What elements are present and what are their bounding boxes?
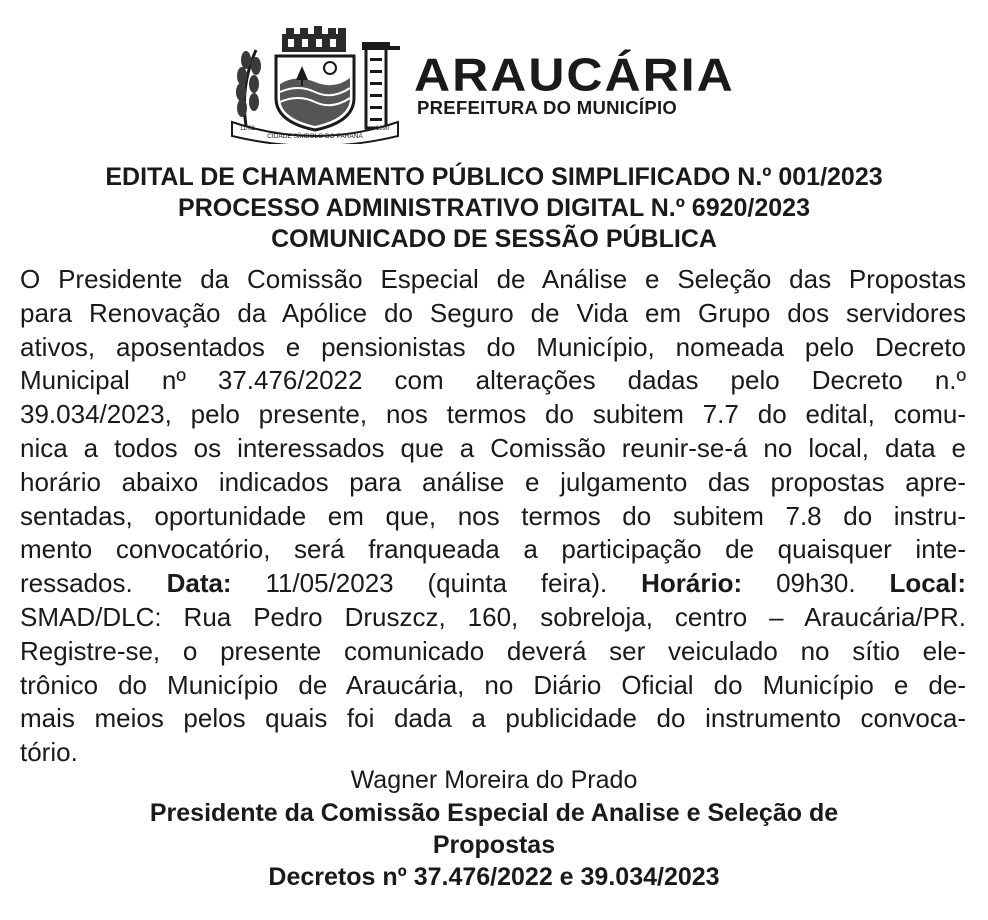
body-line: 39.034/2023, pelo presente, nos termos do subitem 7.7 do edital, comu- xyxy=(20,399,966,430)
crest-banner-text: CIDADE SÍMBOLO DO PARANÁ xyxy=(267,133,363,140)
date-value: 11/05/2023 (quinta feira). xyxy=(265,568,608,599)
signatory-role-line2: Propostas xyxy=(432,831,556,859)
document-header xyxy=(0,0,988,158)
session-details-line xyxy=(20,567,966,601)
process-title: PROCESSO ADMINISTRATIVO DIGITAL N.º 6920/2023 xyxy=(178,194,810,222)
body-line: tório. xyxy=(20,737,78,768)
body-line: sentadas, oportunidade em que, nos termos do subitem 7.8 do instru- xyxy=(20,500,966,531)
edital-title: EDITAL DE CHAMAMENTO PÚBLICO SIMPLIFICADO N.º 001/2023 xyxy=(105,163,883,191)
time-label: Horário: xyxy=(641,568,743,599)
signatory-decrees: Decretos nº 37.476/2022 e 39.034/2023 xyxy=(268,863,720,891)
brand-name: ARAUCÁRIA xyxy=(414,49,735,101)
crest-date-right: 1890 xyxy=(376,126,390,132)
time-value: 09h30. xyxy=(776,568,856,599)
signatory-name: Wagner Moreira do Prado xyxy=(350,766,638,794)
body-line: Municipal nº 37.476/2022 com alterações dadas pelo Decreto n.º xyxy=(20,365,966,396)
body-line: SMAD/DLC: Rua Pedro Druszcz, 160, sobreloja, centro – Araucária/PR. xyxy=(20,601,966,632)
body-line: mais meios pelos quais foi dada a publicidade do instrumento convoca- xyxy=(20,703,966,734)
brand-subtitle: PREFEITURA DO MUNICÍPIO xyxy=(417,97,678,118)
signature-block xyxy=(0,764,988,893)
body-line: Registre-se, o presente comunicado deverá ser veiculado no sítio ele- xyxy=(20,635,966,666)
communique-body xyxy=(20,263,966,770)
session-details-pre: ressados. xyxy=(20,568,133,599)
crest-date-left: 11/02 xyxy=(240,126,255,132)
body-line: trônico do Município de Araucária, no Diário Oficial do Município e de- xyxy=(20,669,966,700)
body-line: ativos, aposentados e pensionistas do Município, nomeada pelo Decreto xyxy=(20,331,966,362)
coat-of-arms-icon xyxy=(226,26,404,144)
body-line: mento convocatório, será franqueada a participação de quaisquer inte- xyxy=(20,534,966,565)
body-line: O Presidente da Comissão Especial de Análise e Seleção das Propostas xyxy=(20,264,966,294)
location-label: Local: xyxy=(889,568,967,599)
body-line: nica a todos os interessados que a Comissão reunir-se-á no local, data e xyxy=(20,432,966,463)
brand-logo xyxy=(414,49,735,118)
communique-title: COMUNICADO DE SESSÃO PÚBLICA xyxy=(271,225,717,253)
signatory-role-line1: Presidente da Comissão Especial de Analise e Seleção de xyxy=(149,799,839,827)
body-line: horário abaixo indicados para análise e julgamento das propostas apre- xyxy=(20,466,966,497)
body-line: para Renovação da Apólice do Seguro de Vida em Grupo dos servidores xyxy=(20,297,966,328)
document-titles xyxy=(0,162,988,255)
date-label: Data: xyxy=(166,568,232,599)
